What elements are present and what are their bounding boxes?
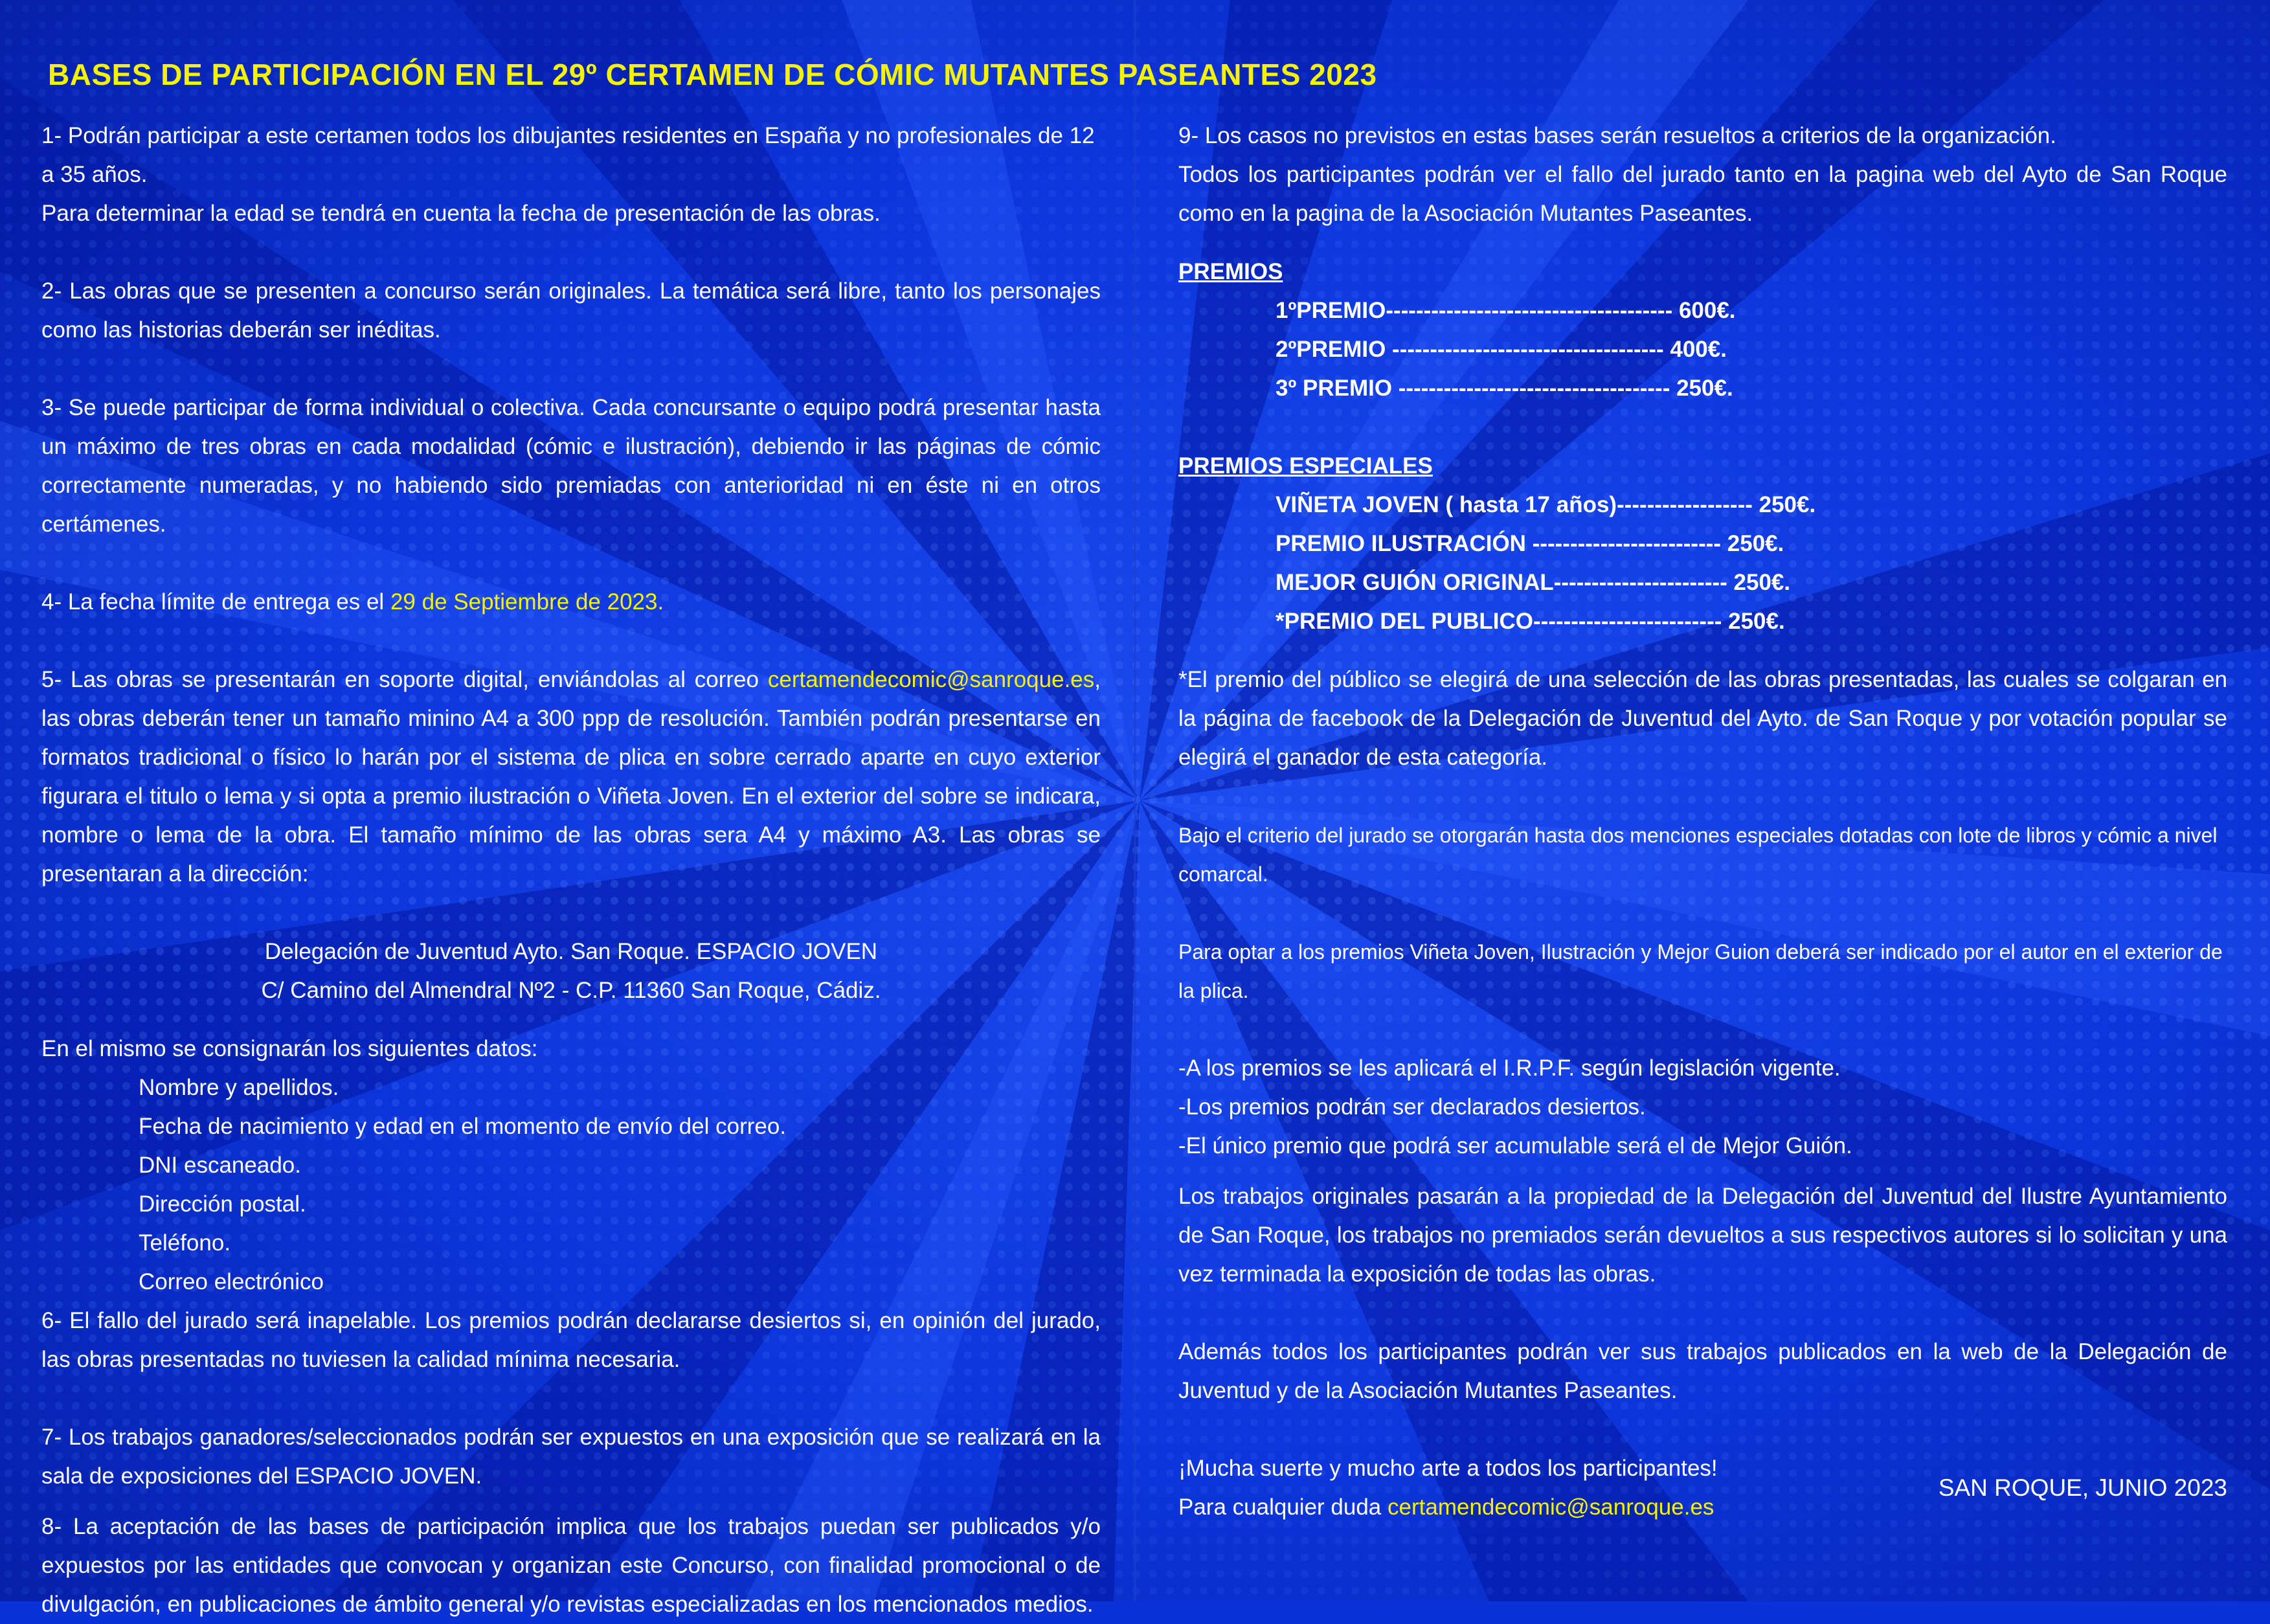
data-item: Correo electrónico	[139, 1269, 324, 1294]
rule-5-rest: , las obras deberán tener un tamaño minino A4 a 300 ppp de resolución. También podrán presentarse en formatos tradicional o físico lo harán por el sistema de plica en sobre cerrado aparte en cuyo exterior figurara el titulo o lema y si opta a premio ilustración o Viñeta Joven. En el exterior del sobre se indicara, nombre o lema de la obra. El tamaño mínimo de las obras sera A4 y máximo A3. Las obras se presentaran a la dirección:	[41, 667, 1101, 886]
special-prize-row: PREMIO ILUSTRACIÓN ------------------------- 250€.	[1275, 531, 1784, 556]
rule-4	[41, 583, 1101, 622]
note-item: -Los premios podrán ser declarados desiertos.	[1178, 1094, 1646, 1120]
prizes-heading: PREMIOS	[1178, 259, 1283, 284]
deadline-date: 29 de Septiembre de 2023.	[390, 589, 664, 615]
data-item: Teléfono.	[139, 1230, 231, 1256]
rule-2: 2- Las obras que se presenten a concurso serán originales. La temática será libre, tanto los personajes como las historias deberán ser inéditas.	[41, 278, 1101, 343]
special-prize-row: *PREMIO DEL PUBLICO------------------------- 250€.	[1275, 609, 1785, 634]
left-column	[41, 117, 1101, 1624]
rule-9-line-1: 9- Los casos no previstos en estas bases serán resueltos a criterios de la organización.	[1178, 123, 2056, 148]
signoff: SAN ROQUE, JUNIO 2023	[1938, 1474, 2227, 1501]
page-title: BASES DE PARTICIPACIÓN EN EL 29º CERTAMEN DE CÓMIC MUTANTES PASEANTES 2023	[48, 58, 1377, 91]
prize-row: 3º PREMIO ------------------------------------ 250€.	[1275, 376, 1733, 401]
special-prize-row: VIÑETA JOVEN ( hasta 17 años)------------------ 250€.	[1275, 492, 1816, 517]
note-item: -A los premios se les aplicará el I.R.P.F. según legislación vigente.	[1178, 1055, 1841, 1081]
address-line-2: C/ Camino del Almendral Nº2 - C.P. 11360 San Roque, Cádiz.	[261, 978, 881, 1003]
rule-4-text: 4- La fecha límite de entrega es el	[41, 589, 385, 615]
data-item: Fecha de nacimiento y edad en el momento de envío del correo.	[139, 1114, 787, 1139]
good-luck: ¡Mucha suerte y mucho arte a todos los participantes!	[1178, 1456, 1718, 1481]
public-prize-note: *El premio del público se elegirá de una selección de las obras presentadas, las cuales se colgaran en la página de facebook de la Delegación de Juventud del Ayto. de San Roque y por votación popular se elegirá el ganador de esta categoría.	[1178, 667, 2227, 770]
rule-7: 7- Los trabajos ganadores/seleccionados podrán ser expuestos en una exposición que se realizará en la sala de exposiciones del ESPACIO JOVEN.	[41, 1425, 1101, 1489]
publication-note: Además todos los participantes podrán ver sus trabajos publicados en la web de la Delegación de Juventud y de la Asociación Mutantes Paseantes.	[1178, 1339, 2227, 1403]
data-item: Nombre y apellidos.	[139, 1075, 339, 1100]
special-mentions: Bajo el criterio del jurado se otorgarán hasta dos menciones especiales dotadas con lote de libros y cómic a nivel comarcal.	[1178, 824, 2218, 886]
special-prizes-heading: PREMIOS ESPECIALES	[1178, 453, 1433, 479]
address-line-1: Delegación de Juventud Ayto. San Roque. ESPACIO JOVEN	[264, 939, 878, 964]
data-intro: En el mismo se consignarán los siguientes datos:	[41, 1036, 538, 1061]
rule-5-text: 5- Las obras se presentarán en soporte digital, enviándolas al correo	[41, 667, 759, 692]
rule-6: 6- El fallo del jurado será inapelable. Los premios podrán declararse desiertos si, en opinión del jurado, las obras presentadas no tuviesen la calidad mínima necesaria.	[41, 1308, 1101, 1372]
prize-row: 2ºPREMIO ------------------------------------ 400€.	[1275, 337, 1727, 362]
contact-email-link[interactable]: certamendecomic@sanroque.es	[767, 667, 1095, 692]
right-column	[1178, 117, 2227, 1527]
note-item: -El único premio que podrá ser acumulable será el de Mejor Guión.	[1178, 1133, 1852, 1158]
data-item: DNI escaneado.	[139, 1153, 301, 1178]
rule-9-rest: Todos los participantes podrán ver el fallo del jurado tanto en la pagina web del Ayto de San Roque como en la pagina de la Asociación Mutantes Paseantes.	[1178, 162, 2227, 226]
special-prize-row: MEJOR GUIÓN ORIGINAL----------------------- 250€.	[1275, 570, 1791, 595]
rule-1-line-1: 1- Podrán participar a este certamen todos los dibujantes residentes en España y no profesionales de 12 a 35 años.	[41, 123, 1095, 187]
eligibility-note: Para optar a los premios Viñeta Joven, Ilustración y Mejor Guion deberá ser indicado por el autor en el exterior de la plica.	[1178, 940, 2223, 1002]
contact-email-link[interactable]: certamendecomic@sanroque.es	[1388, 1494, 1714, 1520]
contact-text: Para cualquier duda	[1178, 1494, 1382, 1520]
rule-3: 3- Se puede participar de forma individual o colectiva. Cada concursante o equipo podrá presentar hasta un máximo de tres obras en cada modalidad (cómic e ilustración), debiendo ir las páginas de cómic correctamente numeradas, y no habiendo sido premiadas con anterioridad ni en éste ni en otros certámenes.	[41, 395, 1101, 537]
data-item: Dirección postal.	[139, 1191, 306, 1217]
rule-8: 8- La aceptación de las bases de participación implica que los trabajos puedan ser publicados y/o expuestos por las entidades que convocan y organizan este Concurso, con finalidad promocional o de divulgación, en publicaciones de ámbito general y/o revistas especializadas en los mencionados medios.	[41, 1514, 1101, 1617]
prize-row: 1ºPREMIO-------------------------------------- 600€.	[1275, 298, 1736, 323]
rule-5	[41, 660, 1101, 894]
ownership-note: Los trabajos originales pasarán a la propiedad de la Delegación del Juventud del Ilustre Ayuntamiento de San Roque, los trabajos no premiados serán devueltos a sus respectivos autores si lo solicitan y una vez terminada la exposición de todas las obras.	[1178, 1184, 2227, 1287]
rule-1-line-2: Para determinar la edad se tendrá en cuenta la fecha de presentación de las obras.	[41, 201, 881, 226]
